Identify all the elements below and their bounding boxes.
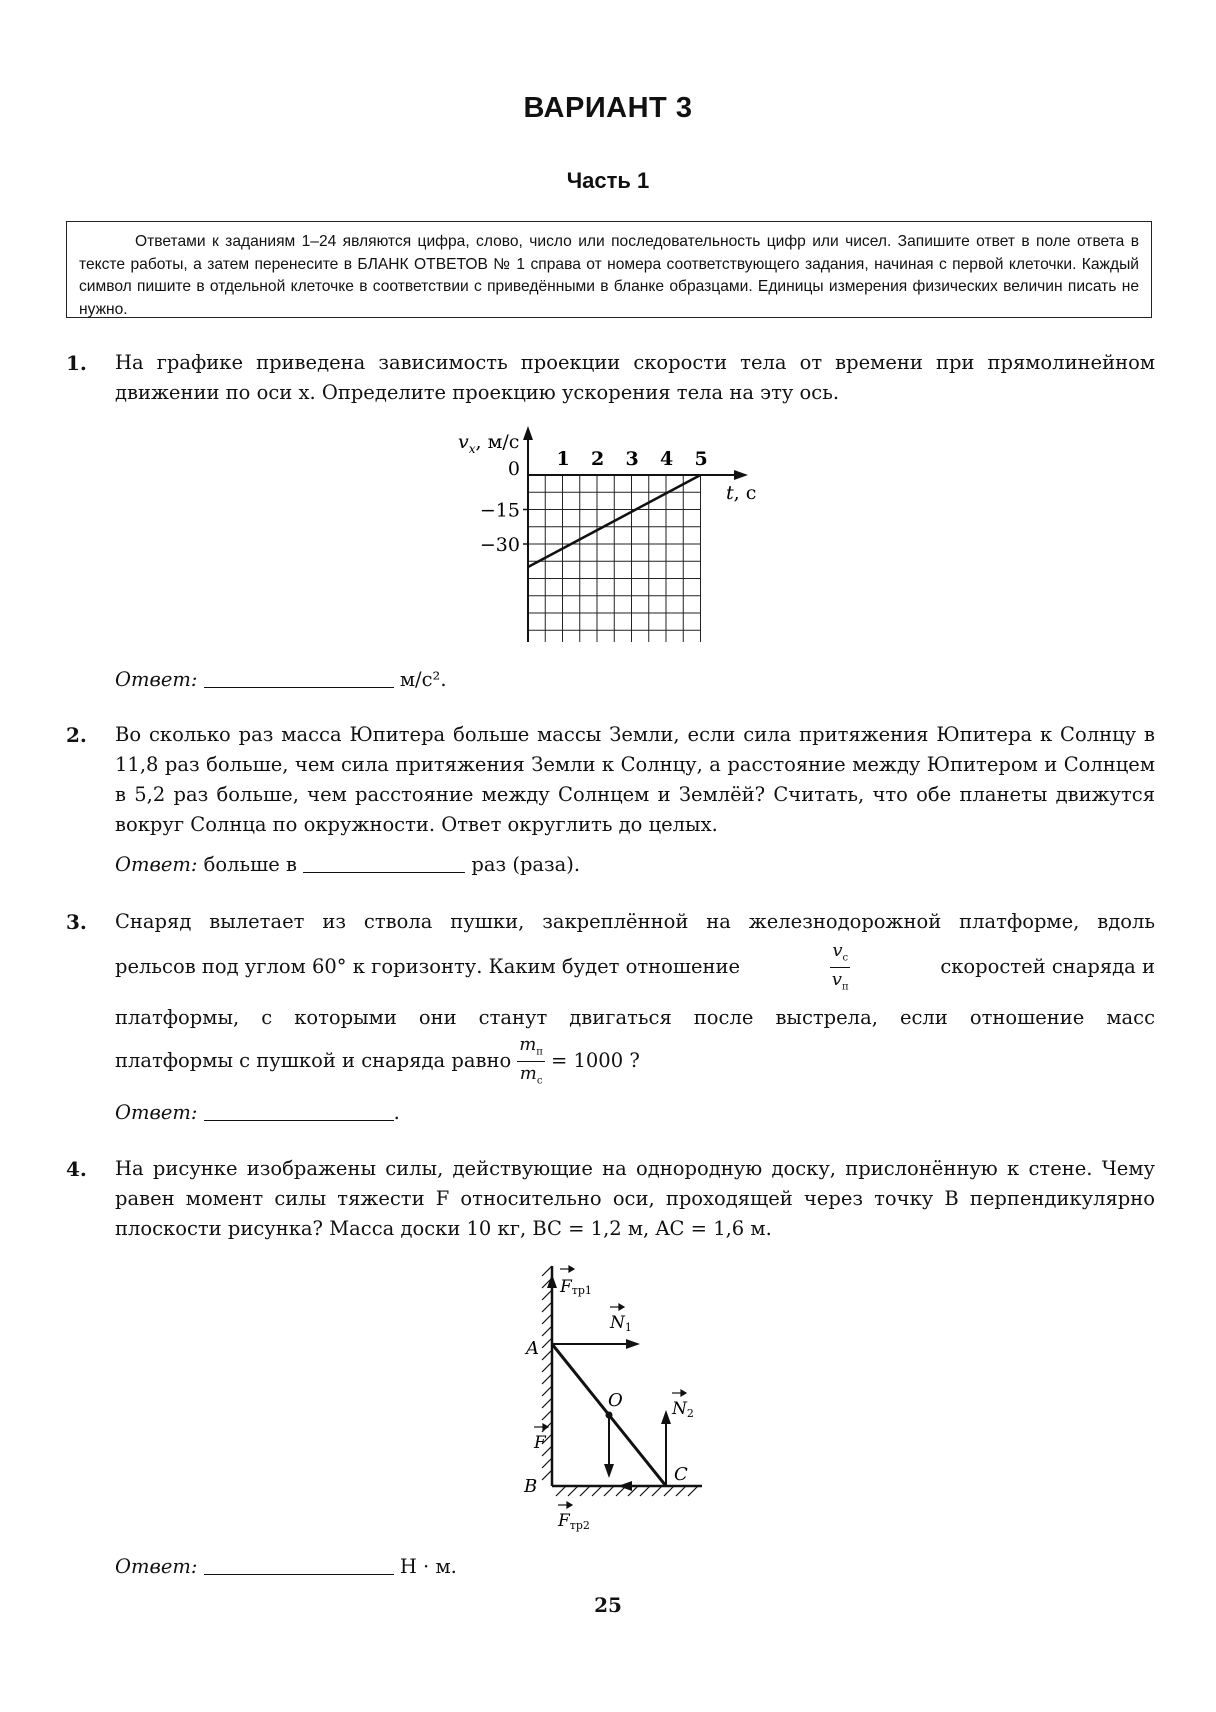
question-4-number: 4. <box>66 1157 87 1181</box>
normal-force-2-label: N2 <box>672 1399 694 1420</box>
y-tick-label: −15 <box>479 499 520 522</box>
question-2-answer <box>115 852 580 876</box>
question-2-number: 2. <box>66 723 87 747</box>
point-b-label: B <box>524 1476 538 1497</box>
y-axis-arrow <box>523 426 533 440</box>
board-forces-diagram <box>510 1262 730 1542</box>
gravity-force-arrowhead <box>604 1464 614 1478</box>
answer-unit: раз (раза). <box>471 853 581 876</box>
answer-field-1[interactable] <box>204 667 394 688</box>
page-title: ВАРИАНТ 3 <box>523 92 693 124</box>
velocity-ratio-fraction: $\frac{v_с}{v_п}$ <box>831 940 849 993</box>
x-tick-label: 3 <box>625 448 639 470</box>
question-1-number: 1. <box>66 351 87 375</box>
x-tick-label: 5 <box>694 448 708 470</box>
answer-label: Ответ: <box>115 1101 198 1124</box>
question-3-line-4 <box>115 1036 1155 1086</box>
question-3-text-part: скоростей снаряда и <box>940 955 1155 979</box>
question-3-line-3: платформы, с которыми они станут двигаться после выстрела, если отношение масс <box>115 1006 1155 1029</box>
chart-grid <box>528 475 701 642</box>
normal-force-2-arrowhead <box>661 1410 671 1424</box>
velocity-time-chart <box>420 420 760 655</box>
mass-ratio-fraction: $\frac{m_п}{m_с}$ <box>519 1034 543 1087</box>
instructions-box: Ответами к заданиям 1–24 являются цифра, слово, число или последовательность цифр или чисел. Запишите ответ в поле ответа в тексте работы, а затем перенесите в БЛАНК ОТВЕТОВ № 1 справа от номера соответствующего задания, начиная с первой клеточки. Каждый символ пишите в отдельной клеточке в соответствии с приведёнными в бланке образцами. Единицы измерения физических величин писать не нужно. <box>66 221 1152 318</box>
mass-ratio-value: = 1000 ? <box>550 1049 640 1073</box>
answer-label: Ответ: <box>115 668 198 691</box>
y-tick-label: 0 <box>507 458 520 480</box>
answer-unit: . <box>393 1101 400 1124</box>
question-3-line-2 <box>115 942 1155 992</box>
x-tick-label: 1 <box>556 448 570 470</box>
x-tick-label: 4 <box>660 448 674 470</box>
question-1-answer <box>115 667 447 691</box>
question-1-text: На графике приведена зависимость проекции скорости тела от времени при прямолинейном движении по оси x. Определите проекцию ускорения тела на эту ось. <box>115 351 1155 404</box>
answer-unit: Н · м. <box>399 1555 457 1578</box>
point-o-label: O <box>608 1390 623 1411</box>
answer-field-2[interactable] <box>303 852 465 873</box>
answer-field-4[interactable] <box>204 1554 394 1575</box>
answer-unit: м/с². <box>399 668 447 691</box>
y-axis-label: $v_x$, м/с <box>458 431 520 456</box>
question-2-text: Во сколько раз масса Юпитера больше массы Земли, если сила притяжения Юпитера к Солнцу в 11,8 раз больше, чем сила притяжения Земли к Солнцу, а расстояние между Юпитером и Солнцем в 5,2 раз больше, чем расстояние между Солнцем и Землёй? Считать, что обе планеты движутся вокруг Солнца по окружности. Ответ округлить до целых. <box>115 723 1155 836</box>
x-axis-label: t, с <box>726 482 757 504</box>
question-3-number: 3. <box>66 910 87 934</box>
question-4-answer <box>115 1554 457 1578</box>
gravity-force-label: F <box>534 1433 546 1453</box>
question-3-line-1: Снаряд вылетает из ствола пушки, закреплённой на железнодорожной платформе, вдоль <box>115 910 1155 933</box>
answer-field-3[interactable] <box>204 1100 394 1121</box>
answer-prefix: больше в <box>203 853 297 876</box>
normal-force-1-arrowhead <box>626 1339 640 1349</box>
x-axis-arrow <box>734 470 748 480</box>
question-4-text: На рисунке изображены силы, действующие на однородную доску, прислонённую к стене. Чему равен момент силы тяжести F относительно оси, проходящей через точку B перпендикулярно плоскости рисунка? Масса доски 10 кг, BC = 1,2 м, AC = 1,6 м. <box>115 1157 1155 1240</box>
question-3-text-part: платформы с пушкой и снаряда равно <box>115 1049 512 1073</box>
question-3-answer <box>115 1100 400 1124</box>
friction-force-2-label: Fтр2 <box>558 1511 590 1532</box>
point-c-label: C <box>674 1464 688 1485</box>
friction-force-1-label: Fтр1 <box>560 1277 592 1297</box>
answer-label: Ответ: <box>115 853 198 876</box>
part-heading: Часть 1 <box>566 168 650 193</box>
x-tick-label: 2 <box>591 448 605 470</box>
question-3-text-part: рельсов под углом 60° к горизонту. Каким будет отношение <box>115 955 741 979</box>
friction-force-2-arrowhead <box>618 1481 632 1491</box>
point-a-label: A <box>526 1338 539 1359</box>
page-number: 25 <box>594 1593 622 1617</box>
normal-force-1-label: N1 <box>610 1313 632 1334</box>
answer-label: Ответ: <box>115 1555 198 1578</box>
y-tick-label: −30 <box>479 534 520 556</box>
